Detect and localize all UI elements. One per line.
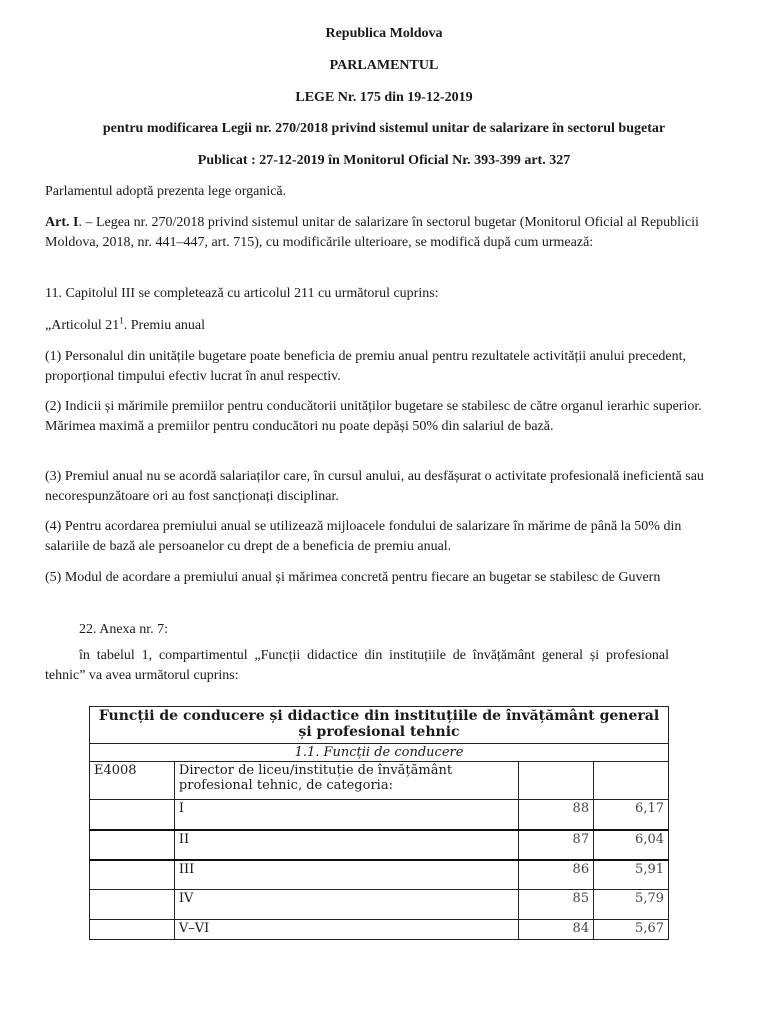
table-cell: 5,67	[594, 920, 669, 940]
article-heading	[45, 316, 715, 336]
table-title: Funcții de conducere și didactice din instituțiile de învățământ general și profesional tehnic	[90, 707, 669, 744]
issuer-heading: PARLAMENTUL	[329, 58, 439, 73]
table-cell: 85	[519, 890, 594, 920]
article-superscript: 1	[119, 315, 124, 326]
table-cell: 86	[519, 860, 594, 890]
table-section: 1.1. Funcții de conducere	[90, 744, 669, 762]
paragraph-4: (4) Pentru acordarea premiului anual se utilizează mijloacele fondului de salarizare în mărime de până la 50% din salariile de bază ale persoanelor cu drept de a beneficia de premiu anual.	[45, 519, 682, 554]
publication-info: Publicat : 27-12-2019 în Monitorul Oficial Nr. 393-399 art. 327	[197, 153, 571, 168]
paragraph-3: (3) Premiul anual nu se acordă salariaților care, în cursul anului, au desfășurat o activitate profesională ineficientă sau necorespunzătoare ori au fost sancționați disciplinar.	[45, 469, 704, 504]
country-heading: Republica Moldova	[325, 26, 443, 41]
annex-text: în tabelul 1, compartimentul „Funcții didactice din instituțiile de învățământ general și profesional tehnic” va avea următorul cuprins:	[45, 648, 669, 683]
article-one-label: Art. I	[45, 215, 79, 230]
paragraph-1: (1) Personalul din unitățile bugetare poate beneficia de premiu anual pentru rezultatele activității anului precedent, proporțional timpului efectiv lucrat în anul respectiv.	[45, 349, 687, 384]
table-row: IV	[174, 890, 518, 920]
table-cell: 6,17	[594, 800, 669, 830]
annex-heading: 22. Anexa nr. 7:	[79, 622, 169, 637]
adoption-statement: Parlamentul adoptă prezenta lege organică.	[45, 184, 287, 199]
table-row: I	[174, 800, 518, 830]
position-description: Director de liceu/instituție de învățământ profesional tehnic, de categoria:	[174, 762, 518, 800]
article-heading-start: „Articolul 21	[45, 318, 120, 333]
chapter-amendment: 11. Capitolul III se completează cu articolul 211 cu următorul cuprins:	[45, 286, 439, 301]
paragraph-2: (2) Indicii și mărimile premiilor pentru conducătorii unităților bugetare se stabilesc de către organul ierarhic superior. Mărimea maximă a premiilor pentru conducători nu poate depăși 50% din salariul de bază.	[45, 399, 702, 434]
table-cell: 5,79	[594, 890, 669, 920]
salary-table	[89, 706, 669, 940]
table-cell: 5,91	[594, 860, 669, 890]
paragraph-5: (5) Modul de acordare a premiului anual și mărimea concretă pentru fiecare an bugetar se stabilesc de Guvern	[45, 570, 661, 585]
article-heading-end: . Premiu anual	[123, 318, 206, 333]
article-one-text: . – Legea nr. 270/2018 privind sistemul unitar de salarizare în sectorul bugetar (Monitorul Oficial al Republicii Moldova, 2018, nr. 441–447, art. 715), cu modificările ulterioare, se modifică după cum urmează:	[45, 215, 699, 250]
position-code: E4008	[90, 762, 175, 800]
article-one	[45, 213, 715, 253]
table-cell: 6,04	[594, 830, 669, 860]
table-row: III	[174, 860, 518, 890]
law-subject: pentru modificarea Legii nr. 270/2018 privind sistemul unitar de salarizare în sectorul bugetar	[102, 121, 666, 136]
law-number: LEGE Nr. 175 din 19-12-2019	[295, 90, 473, 105]
table-cell: 87	[519, 830, 594, 860]
table-cell: 88	[519, 800, 594, 830]
table-cell: 84	[519, 920, 594, 940]
table-row: V–VI	[174, 920, 518, 940]
table-row: II	[174, 830, 518, 860]
